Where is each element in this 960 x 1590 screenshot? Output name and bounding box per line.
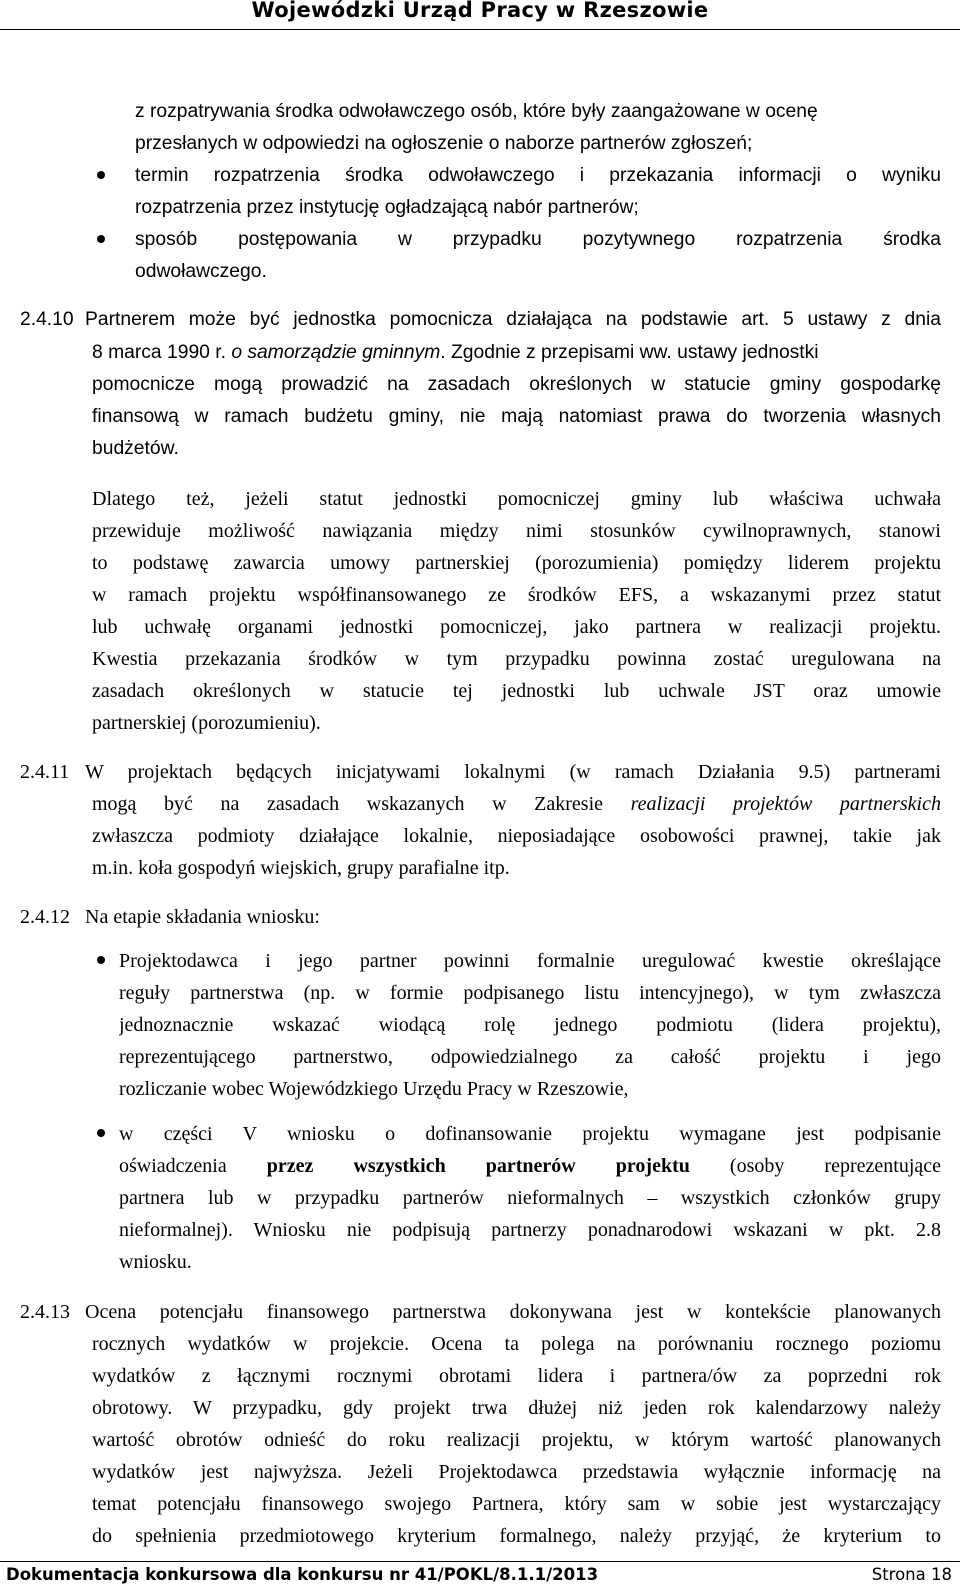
- section-number: 2.4.13: [20, 1301, 70, 1323]
- page-header: [0, 0, 960, 30]
- header-title: Wojewódzki Urząd Pracy w Rzeszowie: [251, 0, 709, 22]
- section-line: wydatków z łącznymi rocznymi obrotami lidera i partnera/ów za poprzedni rok: [92, 1365, 941, 1387]
- section-line: Partnerem może być jednostka pomocnicza działająca na podstawie art. 5 ustawy z dnia: [85, 309, 941, 330]
- bullet-line: nieformalnej). Wniosku nie podpisują partnerzy ponadnarodowi wskazani w pkt. 2.8: [119, 1219, 941, 1241]
- section-line: temat potencjału finansowego swojego Partnera, który sam w sobie jest wystarczający: [92, 1493, 941, 1515]
- paragraph-line: przewiduje możliwość nawiązania między nimi stosunków cywilnoprawnych, stanowi: [92, 520, 941, 542]
- paragraph-line: partnerskiej (porozumieniu).: [92, 712, 321, 734]
- section-line: wartość obrotów odnieść do roku realizacji projektu, w którym wartość planowanych: [92, 1429, 941, 1451]
- paragraph-line: lub uchwałę organami jednostki pomocniczej, jako partnera w realizacji projektu.: [92, 616, 941, 638]
- bullet-line: sposób postępowania w przypadku pozytywnego rozpatrzenia środka: [135, 229, 941, 250]
- section-line: obrotowy. W przypadku, gdy projekt trwa dłużej niż jeden rok kalendarzowy należy: [92, 1397, 941, 1419]
- bullet-continuation-line: z rozpatrywania środka odwoławczego osób, które były zaangażowane w ocenę: [135, 101, 818, 122]
- section-line: mogą być na zasadach wskazanych w Zakresie realizacji projektów partnerskich: [92, 793, 941, 815]
- bullet-dot-icon: [97, 956, 105, 964]
- bullet-dot-icon: [97, 1129, 105, 1137]
- page-footer: [0, 1561, 960, 1590]
- bullet-line: oświadczenia przez wszystkich partnerów projektu (osoby reprezentujące: [119, 1155, 941, 1177]
- bullet-continuation-line: przesłanych w odpowiedzi na ogłoszenie o naborze partnerów zgłoszeń;: [135, 133, 753, 154]
- section-title: Na etapie składania wniosku:: [85, 906, 320, 928]
- bullet-dot-icon: [97, 171, 105, 179]
- paragraph-line: Dlatego też, jeżeli statut jednostki pomocniczej gminy lub właściwa uchwała: [92, 488, 941, 510]
- paragraph-line: w ramach projektu współfinansowanego ze środków EFS, a wskazanymi przez statut: [92, 584, 941, 606]
- section-line: pomocnicze mogą prowadzić na zasadach określonych w statucie gminy gospodarkę: [92, 374, 941, 395]
- section-line: zwłaszcza podmioty działające lokalnie, nieposiadające osobowości prawnej, takie jak: [92, 825, 941, 847]
- footer-page-number: Strona 18: [871, 1565, 952, 1584]
- bullet-line: wniosku.: [119, 1251, 192, 1273]
- section-line: wydatków jest najwyższa. Jeżeli Projektodawca przedstawia wyłącznie informację na: [92, 1461, 941, 1483]
- section-number: 2.4.11: [20, 761, 70, 783]
- section-line: W projektach będących inicjatywami lokalnymi (w ramach Działania 9.5) partnerami: [85, 761, 941, 783]
- section-line: 8 marca 1990 r. o samorządzie gminnym. Zgodnie z przepisami ww. ustawy jednostki: [92, 342, 819, 363]
- paragraph-line: zasadach określonych w statucie tej jednostki lub uchwale JST oraz umowie: [92, 680, 941, 702]
- section-line: m.in. koła gospodyń wiejskich, grupy parafialne itp.: [92, 857, 510, 879]
- bullet-line: rozliczanie wobec Wojewódzkiego Urzędu Pracy w Rzeszowie,: [119, 1078, 629, 1100]
- italic-phrase: realizacji projektów partnerskich: [630, 793, 941, 815]
- bullet-dot-icon: [97, 235, 105, 243]
- section-line: rocznych wydatków w projekcie. Ocena ta polega na porównaniu rocznego poziomu: [92, 1333, 941, 1355]
- section-number: 2.4.12: [20, 906, 70, 928]
- paragraph-line: Kwestia przekazania środków w tym przypadku powinna zostać uregulowana na: [92, 648, 941, 670]
- section-line: finansową w ramach budżetu gminy, nie mają natomiast prawa do tworzenia własnych: [92, 406, 941, 427]
- paragraph-line: to podstawę zawarcia umowy partnerskiej (porozumienia) pomiędzy liderem projektu: [92, 552, 941, 574]
- footer-document-title: Dokumentacja konkursowa dla konkursu nr 41/POKL/8.1.1/2013: [6, 1565, 599, 1584]
- bullet-line: jednoznacznie wskazać wiodącą rolę jednego podmiotu (lidera projektu),: [119, 1014, 941, 1036]
- section-line: Ocena potencjału finansowego partnerstwa dokonywana jest w kontekście planowanych: [85, 1301, 941, 1323]
- section-line: budżetów.: [92, 438, 179, 459]
- section-line: do spełnienia przedmiotowego kryterium formalnego, należy przyjąć, że kryterium to: [92, 1525, 941, 1547]
- section-number: 2.4.10: [20, 309, 74, 330]
- bullet-line: reprezentującego partnerstwo, odpowiedzialnego za całość projektu i jego: [119, 1046, 941, 1068]
- bullet-line: partnera lub w przypadku partnerów nieformalnych – wszystkich członków grupy: [119, 1187, 941, 1209]
- bullet-line: odwoławczego.: [135, 261, 267, 282]
- law-title: o samorządzie gminnym: [231, 342, 441, 363]
- bullet-line: w części V wniosku o dofinansowanie projektu wymagane jest podpisanie: [119, 1123, 941, 1145]
- bullet-line: rozpatrzenia przez instytucję ogładzającą nabór partnerów;: [135, 197, 639, 218]
- bullet-line: Projektodawca i jego partner powinni formalnie uregulować kwestie określające: [119, 950, 941, 972]
- bullet-line: reguły partnerstwa (np. w formie podpisanego listu intencyjnego), w tym zwłaszcza: [119, 982, 941, 1004]
- bold-phrase: przez wszystkich partnerów projektu: [266, 1155, 690, 1177]
- bullet-line: termin rozpatrzenia środka odwoławczego i przekazania informacji o wyniku: [135, 165, 941, 186]
